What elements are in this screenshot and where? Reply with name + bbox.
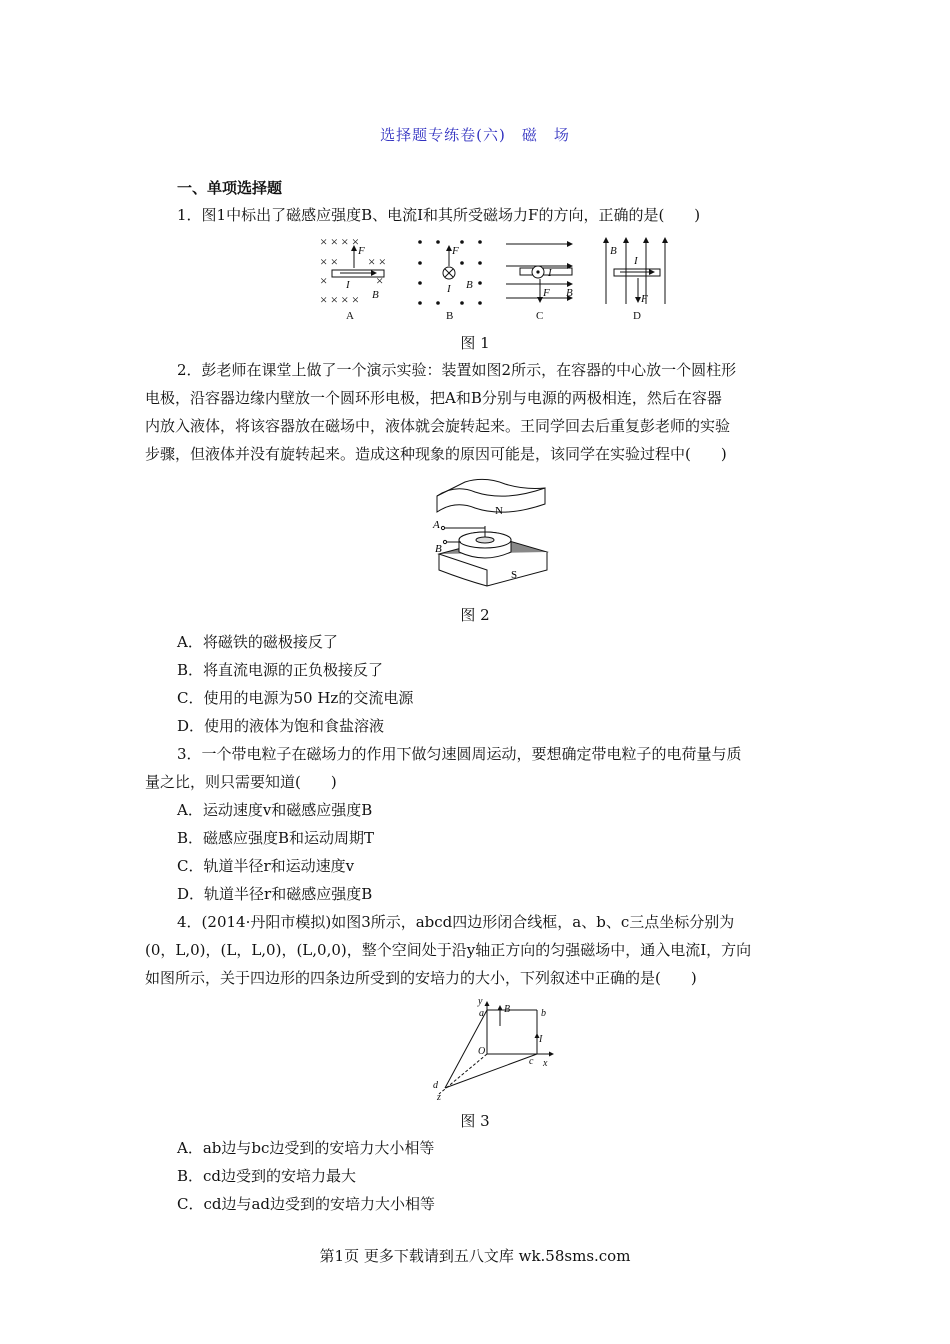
svg-text:F: F xyxy=(452,245,459,257)
fig1-label-c: C xyxy=(536,310,544,322)
q4-line-1: 4．(2014·丹阳市模拟)如图3所示，abcd四边形闭合线框，a、b、c三点坐标分别为 xyxy=(177,913,735,931)
svg-text:B: B xyxy=(466,279,473,291)
q4-line-2: (0，L,0)，(L，L,0)，(L,0,0)，整个空间处于沿y轴正方向的匀强磁场中，通入电流I，方向 xyxy=(145,941,752,959)
q4-option-c: C．cd边与ad边受到的安培力大小相等 xyxy=(177,1195,436,1213)
svg-text:F: F xyxy=(641,293,648,305)
fig1-panel-c xyxy=(506,244,573,322)
page-footer: 第1页 更多下载请到五八文库 wk.58sms.com xyxy=(319,1247,631,1265)
svg-text:× × × ×: × × × × xyxy=(320,292,360,307)
fig3-label-z: z xyxy=(437,1092,441,1102)
q1-text: 1．图1中标出了磁感应强度B、电流I和其所受磁场力F的方向，正确的是( ) xyxy=(177,206,701,224)
svg-text:×: × xyxy=(320,273,328,288)
figure-3 xyxy=(425,996,565,1102)
q2-line-4: 步骤，但液体并没有旋转起来。造成这种现象的原因可能是，该同学在实验过程中( ) xyxy=(145,445,727,463)
svg-text:B: B xyxy=(566,287,573,299)
svg-text:I: I xyxy=(346,279,350,291)
svg-text:× × × ×: × × × × xyxy=(320,234,360,249)
fig1-panel-b xyxy=(418,240,482,322)
q4-line-3: 如图所示，关于四边形的四条边所受到的安培力的大小，下列叙述中正确的是( ) xyxy=(145,969,697,987)
fig1-label-a: A xyxy=(346,310,354,322)
q2-option-b: B．将直流电源的正负极接反了 xyxy=(177,661,384,679)
fig2-label-s: S xyxy=(511,569,518,581)
fig3-label-d: d xyxy=(433,1080,438,1091)
svg-text:×: × xyxy=(376,273,384,288)
figure-1 xyxy=(310,232,670,324)
fig3-label-field: B xyxy=(504,1004,511,1015)
fig3-label-a: a xyxy=(479,1008,484,1019)
svg-text:× ×: × × xyxy=(368,254,386,269)
svg-text:I: I xyxy=(634,255,638,267)
figure-3-caption: 图 3 xyxy=(460,1112,490,1130)
figure-1-caption: 图 1 xyxy=(460,334,490,352)
fig3-label-o: O xyxy=(478,1046,486,1057)
fig1-panel-a xyxy=(320,234,386,322)
q2-option-c: C．使用的电源为50 Hz的交流电源 xyxy=(177,689,414,707)
svg-text:B: B xyxy=(372,289,379,301)
fig3-label-b: b xyxy=(541,1008,546,1019)
svg-text:B: B xyxy=(610,245,617,257)
q4-option-b: B．cd边受到的安培力最大 xyxy=(177,1167,357,1185)
fig2-label-b: B xyxy=(435,543,442,555)
fig3-label-current: I xyxy=(539,1034,543,1045)
fig2-label-n: N xyxy=(495,505,503,517)
svg-text:F: F xyxy=(543,287,550,299)
figure-2 xyxy=(425,474,555,594)
q3-line-1: 3．一个带电粒子在磁场力的作用下做匀速圆周运动，要想确定带电粒子的电荷量与质 xyxy=(177,745,742,763)
page-title: 选择题专练卷(六) 磁 场 xyxy=(380,126,570,144)
q4-option-a: A．ab边与bc边受到的安培力大小相等 xyxy=(177,1139,435,1157)
q3-option-d: D．轨道半径r和磁感应强度B xyxy=(177,885,373,903)
fig3-label-x: x xyxy=(543,1058,548,1069)
q2-line-1: 2．彭老师在课堂上做了一个演示实验：装置如图2所示，在容器的中心放一个圆柱形 xyxy=(177,361,737,379)
fig3-label-y: y xyxy=(478,996,483,1007)
q3-option-c: C．轨道半径r和运动速度v xyxy=(177,857,355,875)
svg-text:I: I xyxy=(548,267,552,279)
q2-line-3: 内放入液体，将该容器放在磁场中，液体就会旋转起来。王同学回去后重复彭老师的实验 xyxy=(145,417,731,435)
fig1-label-d: D xyxy=(633,310,641,322)
q2-option-d: D．使用的液体为饱和食盐溶液 xyxy=(177,717,385,735)
fig1-panel-d xyxy=(606,238,665,322)
fig1-label-b: B xyxy=(446,310,454,322)
figure-2-caption: 图 2 xyxy=(460,606,490,624)
svg-text:× ×: × × xyxy=(320,254,338,269)
fig2-label-a: A xyxy=(433,519,440,531)
svg-text:I: I xyxy=(447,283,451,295)
q3-option-b: B．磁感应强度B和运动周期T xyxy=(177,829,375,847)
q2-option-a: A．将磁铁的磁极接反了 xyxy=(177,633,338,651)
fig3-label-c: c xyxy=(529,1056,534,1067)
section-heading: 一、单项选择题 xyxy=(177,179,283,197)
q2-line-2: 电极，沿容器边缘内壁放一个圆环形电极，把A和B分别与电源的两极相连，然后在容器 xyxy=(145,389,722,407)
q3-line-2: 量之比，则只需要知道( ) xyxy=(145,773,337,791)
q3-option-a: A．运动速度v和磁感应强度B xyxy=(177,801,373,819)
svg-text:F: F xyxy=(358,245,365,257)
